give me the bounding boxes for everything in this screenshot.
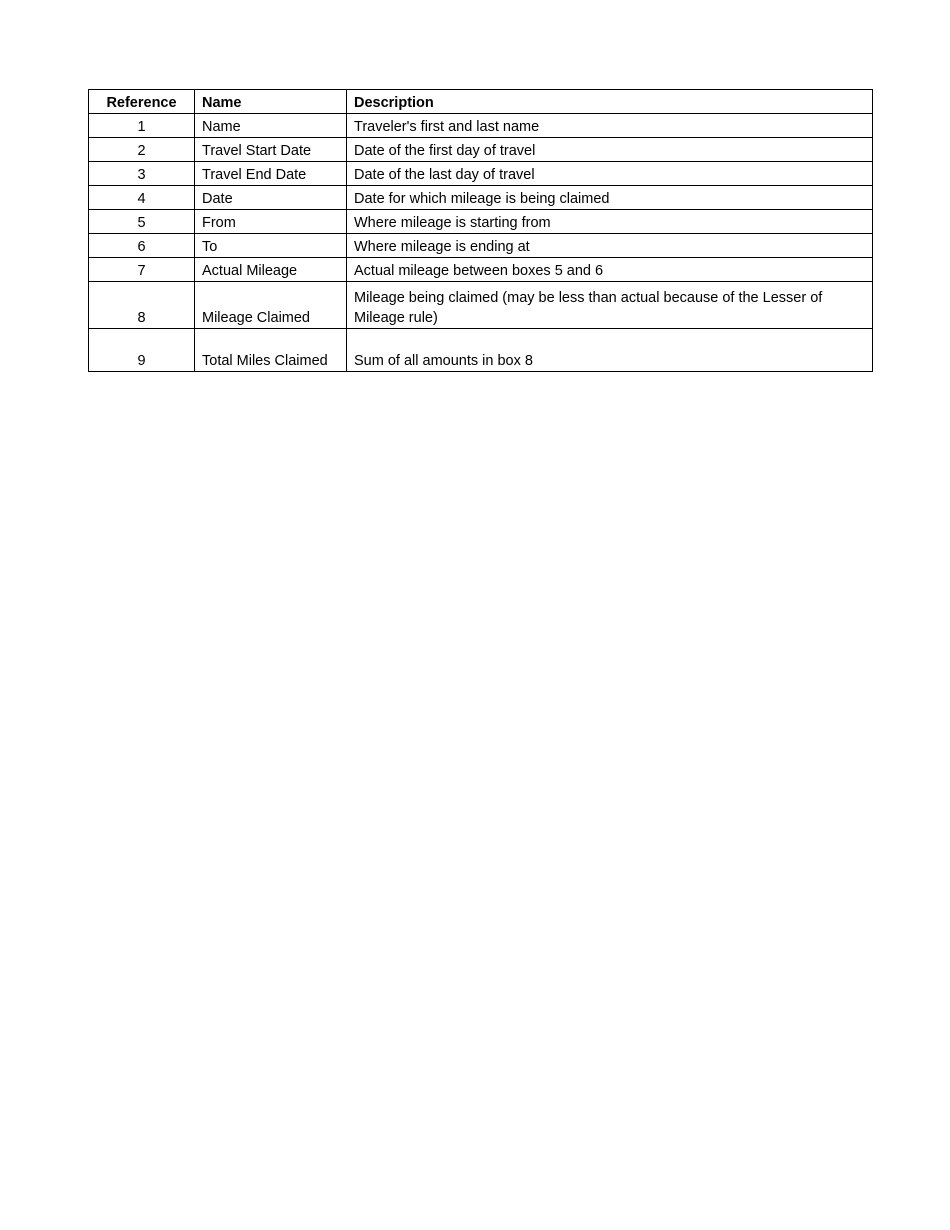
cell-name: Actual Mileage — [195, 258, 347, 282]
cell-description: Mileage being claimed (may be less than actual because of the Lesser of Mileage rule) — [347, 282, 873, 329]
table-row — [89, 114, 873, 138]
cell-name: Mileage Claimed — [195, 282, 347, 329]
cell-reference: 6 — [89, 234, 195, 258]
cell-reference: 2 — [89, 138, 195, 162]
table-row — [89, 282, 873, 329]
reference-table — [88, 89, 873, 372]
header-name: Name — [195, 90, 347, 114]
cell-reference: 1 — [89, 114, 195, 138]
cell-reference: 4 — [89, 186, 195, 210]
cell-description: Actual mileage between boxes 5 and 6 — [347, 258, 873, 282]
cell-name: From — [195, 210, 347, 234]
table-row — [89, 234, 873, 258]
cell-name: Total Miles Claimed — [195, 329, 347, 372]
table-row — [89, 258, 873, 282]
cell-reference: 8 — [89, 282, 195, 329]
cell-description: Where mileage is starting from — [347, 210, 873, 234]
cell-reference: 3 — [89, 162, 195, 186]
cell-name: Date — [195, 186, 347, 210]
cell-name: To — [195, 234, 347, 258]
cell-description: Date of the first day of travel — [347, 138, 873, 162]
cell-description: Date for which mileage is being claimed — [347, 186, 873, 210]
cell-name: Travel End Date — [195, 162, 347, 186]
cell-reference: 7 — [89, 258, 195, 282]
table-row — [89, 138, 873, 162]
cell-name: Name — [195, 114, 347, 138]
cell-reference: 5 — [89, 210, 195, 234]
cell-description: Date of the last day of travel — [347, 162, 873, 186]
table-row — [89, 329, 873, 372]
cell-description: Traveler's first and last name — [347, 114, 873, 138]
cell-name: Travel Start Date — [195, 138, 347, 162]
header-reference: Reference — [89, 90, 195, 114]
header-description: Description — [347, 90, 873, 114]
table-header-row — [89, 90, 873, 114]
cell-description: Sum of all amounts in box 8 — [347, 329, 873, 372]
table-row — [89, 162, 873, 186]
table-row — [89, 210, 873, 234]
cell-reference: 9 — [89, 329, 195, 372]
cell-description: Where mileage is ending at — [347, 234, 873, 258]
table-row — [89, 186, 873, 210]
